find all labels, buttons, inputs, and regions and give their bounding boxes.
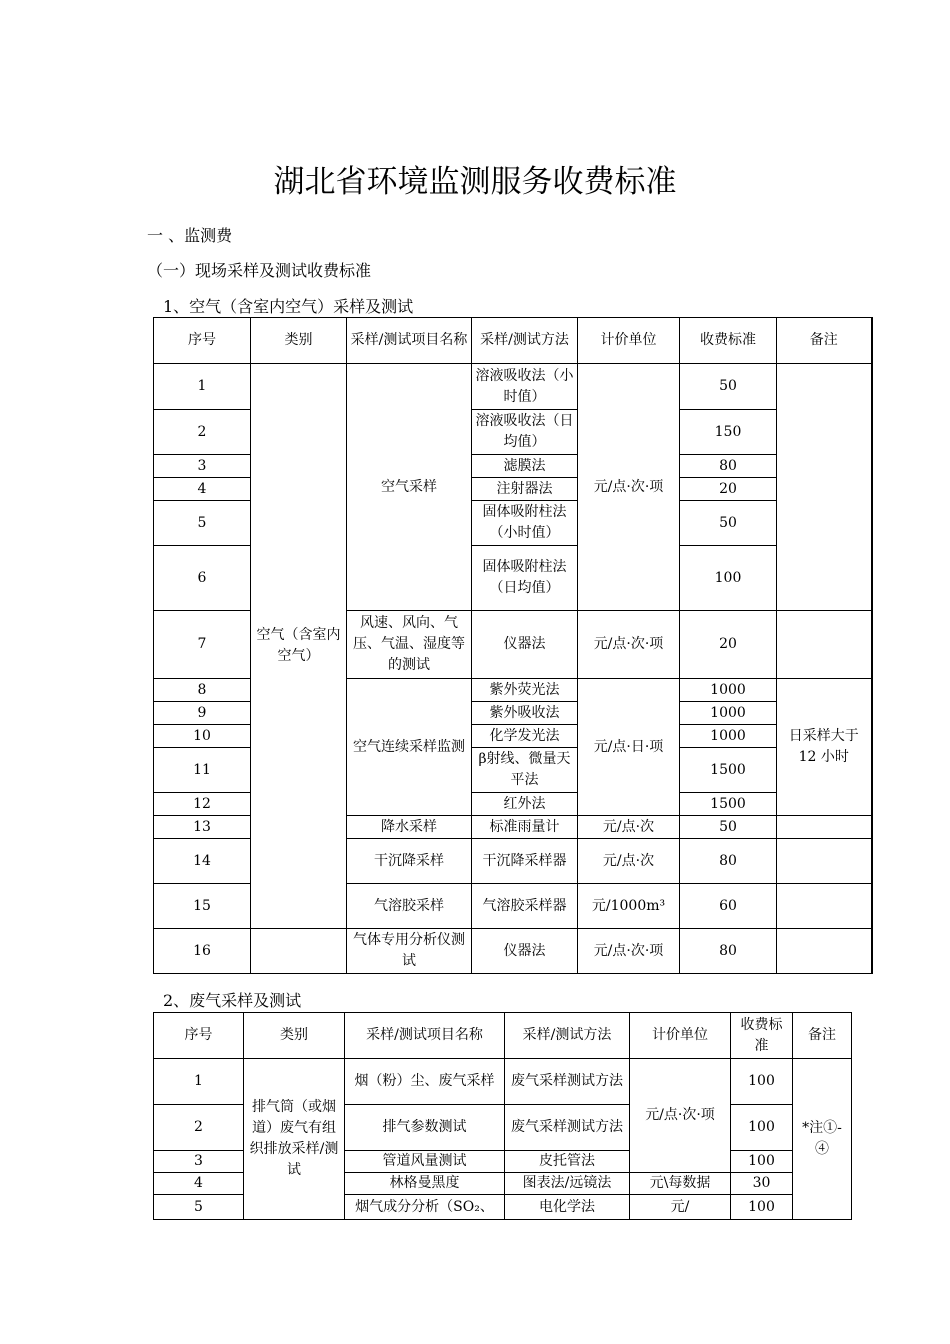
row-number: 1 xyxy=(154,1059,244,1105)
row-number: 5 xyxy=(154,1195,244,1220)
fee-cell: 80 xyxy=(680,839,777,884)
method-cell: 红外法 xyxy=(472,793,578,816)
category-cell: 排气筒（或烟道）废气有组织排放采样/测试 xyxy=(244,1059,345,1220)
item-cell: 空气采样 xyxy=(347,364,472,611)
row-number: 13 xyxy=(154,816,251,839)
fee-cell: 60 xyxy=(680,884,777,929)
unit-cell: 元/点·次 xyxy=(578,816,680,839)
item-cell: 管道风量测试 xyxy=(345,1151,505,1173)
table-row xyxy=(154,364,872,410)
method-cell: 紫外吸收法 xyxy=(472,702,578,725)
header-cell: 计价单位 xyxy=(578,318,680,364)
row-number: 7 xyxy=(154,611,251,679)
method-cell: 紫外荧光法 xyxy=(472,679,578,702)
method-cell: 皮托管法 xyxy=(505,1151,630,1173)
note-cell xyxy=(777,929,872,974)
unit-cell: 元/1000m³ xyxy=(578,884,680,929)
fee-cell: 30 xyxy=(731,1173,793,1195)
header-cell: 采样/测试项目名称 xyxy=(345,1013,505,1059)
item-cell: 降水采样 xyxy=(347,816,472,839)
header-cell: 采样/测试方法 xyxy=(505,1013,630,1059)
unit-cell: 元/ xyxy=(630,1195,731,1220)
item-cell: 气溶胶采样 xyxy=(347,884,472,929)
method-cell: 仪器法 xyxy=(472,611,578,679)
method-cell: 气溶胶采样器 xyxy=(472,884,578,929)
header-cell: 计价单位 xyxy=(630,1013,731,1059)
table-row xyxy=(154,929,872,974)
method-cell: 废气采样测试方法 xyxy=(505,1059,630,1105)
method-cell: 注射器法 xyxy=(472,478,578,501)
item-cell: 林格曼黑度 xyxy=(345,1173,505,1195)
row-number: 1 xyxy=(154,364,251,410)
fee-cell: 150 xyxy=(680,410,777,455)
method-cell: 废气采样测试方法 xyxy=(505,1105,630,1151)
row-number: 3 xyxy=(154,1151,244,1173)
item-cell: 气体专用分析仪测试 xyxy=(347,929,472,974)
subsection-heading: （一）现场采样及测试收费标准 xyxy=(147,261,372,280)
row-number: 9 xyxy=(154,702,251,725)
header-cell: 收费标准 xyxy=(680,318,777,364)
method-cell: 电化学法 xyxy=(505,1195,630,1220)
note-cell xyxy=(777,839,872,884)
unit-cell: 元/点·次·项 xyxy=(578,611,680,679)
fee-cell: 20 xyxy=(680,611,777,679)
section-heading: 一 、监测费 xyxy=(147,226,233,245)
category-cell-empty xyxy=(251,929,347,974)
row-number: 4 xyxy=(154,478,251,501)
fee-cell: 50 xyxy=(680,816,777,839)
item-cell: 空气连续采样监测 xyxy=(347,679,472,816)
fee-cell: 1500 xyxy=(680,793,777,816)
item-cell: 干沉降采样 xyxy=(347,839,472,884)
waste-gas-table xyxy=(153,1012,852,1220)
note-cell: *注①-④ xyxy=(793,1059,852,1220)
page-title: 湖北省环境监测服务收费标准 xyxy=(273,164,677,200)
method-cell: 图表法/远镜法 xyxy=(505,1173,630,1195)
row-number: 2 xyxy=(154,410,251,455)
row-number: 8 xyxy=(154,679,251,702)
note-cell xyxy=(777,816,872,839)
fee-cell: 80 xyxy=(680,929,777,974)
method-cell: 化学发光法 xyxy=(472,725,578,748)
row-number: 12 xyxy=(154,793,251,816)
fee-cell: 20 xyxy=(680,478,777,501)
category-cell: 空气（含室内空气） xyxy=(251,364,347,929)
fee-cell: 50 xyxy=(680,364,777,410)
unit-cell: 元/点·次·项 xyxy=(578,929,680,974)
header-cell: 序号 xyxy=(154,318,251,364)
unit-cell: 元/点·日·项 xyxy=(578,679,680,816)
air-sampling-table xyxy=(153,317,873,974)
method-cell: 干沉降采样器 xyxy=(472,839,578,884)
unit-cell: 元/点·次·项 xyxy=(630,1059,731,1173)
fee-cell: 100 xyxy=(731,1105,793,1151)
note-cell xyxy=(777,884,872,929)
header-cell: 采样/测试方法 xyxy=(472,318,578,364)
method-cell: 溶液吸收法（日均值） xyxy=(472,410,578,455)
fee-cell: 100 xyxy=(680,546,777,611)
item-cell: 烟气成分分析（SO₂、 xyxy=(345,1195,505,1220)
fee-cell: 100 xyxy=(731,1151,793,1173)
row-number: 4 xyxy=(154,1173,244,1195)
table-row xyxy=(154,1059,852,1105)
method-cell: 固体吸附柱法（小时值） xyxy=(472,501,578,546)
note-cell: 日采样大于 12 小时 xyxy=(777,679,872,816)
row-number: 14 xyxy=(154,839,251,884)
method-cell: 固体吸附柱法（日均值） xyxy=(472,546,578,611)
fee-cell: 1000 xyxy=(680,679,777,702)
header-cell: 序号 xyxy=(154,1013,244,1059)
note-cell xyxy=(777,611,872,679)
table2-caption: 2、废气采样及测试 xyxy=(163,991,302,1010)
table-header-row xyxy=(154,318,872,364)
row-number: 16 xyxy=(154,929,251,974)
unit-cell: 元/点·次·项 xyxy=(578,364,680,611)
method-cell: 滤膜法 xyxy=(472,455,578,478)
header-cell: 类别 xyxy=(244,1013,345,1059)
fee-cell: 1000 xyxy=(680,725,777,748)
header-cell: 备注 xyxy=(777,318,872,364)
row-number: 5 xyxy=(154,501,251,546)
method-cell: β射线、微量天平法 xyxy=(472,748,578,793)
method-cell: 标准雨量计 xyxy=(472,816,578,839)
row-number: 3 xyxy=(154,455,251,478)
fee-cell: 100 xyxy=(731,1195,793,1220)
header-cell: 类别 xyxy=(251,318,347,364)
note-cell xyxy=(777,364,872,611)
header-cell: 备注 xyxy=(793,1013,852,1059)
header-cell: 收费标准 xyxy=(731,1013,793,1059)
row-number: 10 xyxy=(154,725,251,748)
method-cell: 溶液吸收法（小时值） xyxy=(472,364,578,410)
row-number: 15 xyxy=(154,884,251,929)
fee-cell: 50 xyxy=(680,501,777,546)
fee-cell: 100 xyxy=(731,1059,793,1105)
item-cell: 风速、风向、气压、气温、湿度等的测试 xyxy=(347,611,472,679)
unit-cell: 元/点·次 xyxy=(578,839,680,884)
item-cell: 烟（粉）尘、废气采样 xyxy=(345,1059,505,1105)
unit-cell: 元\每数据 xyxy=(630,1173,731,1195)
row-number: 6 xyxy=(154,546,251,611)
row-number: 2 xyxy=(154,1105,244,1151)
table1-caption: 1、空气（含室内空气）采样及测试 xyxy=(163,297,414,316)
item-cell: 排气参数测试 xyxy=(345,1105,505,1151)
header-cell: 采样/测试项目名称 xyxy=(347,318,472,364)
table-header-row xyxy=(154,1013,852,1059)
method-cell: 仪器法 xyxy=(472,929,578,974)
fee-cell: 1500 xyxy=(680,748,777,793)
row-number: 11 xyxy=(154,748,251,793)
fee-cell: 1000 xyxy=(680,702,777,725)
fee-cell: 80 xyxy=(680,455,777,478)
